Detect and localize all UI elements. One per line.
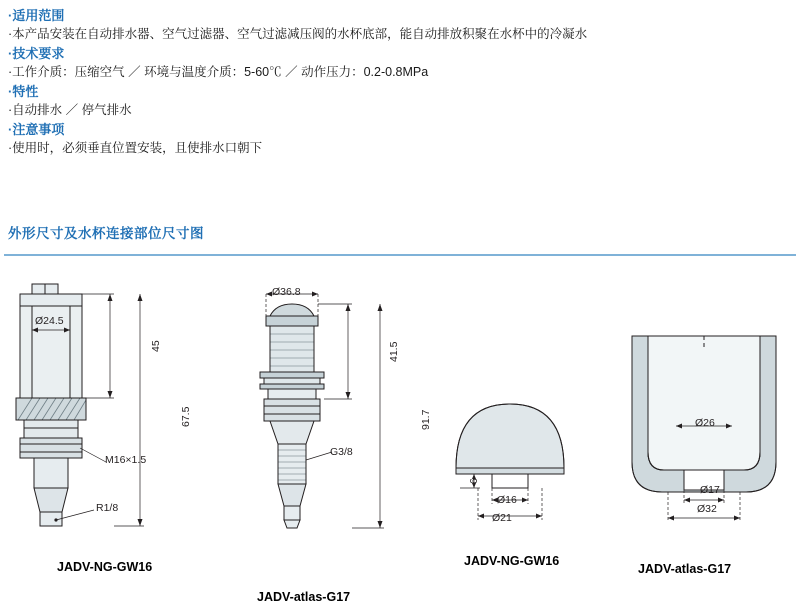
dim-height-67-5: 67.5 — [180, 406, 192, 427]
dim-diameter-24-5: Ø24.5 — [35, 315, 64, 327]
dim-height-91-7: 91.7 — [420, 409, 432, 430]
dim-thread-m16: M16×1.5 — [105, 454, 147, 466]
dimension-drawings-area — [0, 262, 800, 612]
spec-text-features: ·自动排水 ／ 停气排水 — [8, 103, 132, 117]
spec-heading-notes: ·注意事项 — [8, 122, 65, 137]
dim-diameter-32: Ø32 — [697, 503, 717, 515]
dim-diameter-26: Ø26 — [695, 417, 715, 429]
drawing-jadv-atlas-g17-full — [240, 280, 430, 580]
caption-jadv-atlas-g17-seat: JADV-atlas-G17 — [638, 562, 732, 576]
section-divider — [4, 254, 796, 256]
spec-text-scope: ·本产品安装在自动排水器、空气过滤器、空气过滤减压阀的水杯底部，能自动排放积聚在水杯中的冷凝水 — [8, 27, 588, 41]
spec-heading-scope: ·适用范围 — [8, 8, 65, 23]
drawing-jadv-ng-gw16-seat — [440, 382, 590, 532]
dim-height-6: 6 — [468, 478, 480, 484]
caption-jadv-ng-gw16-seat: JADV-NG-GW16 — [464, 554, 560, 568]
specification-text-block — [8, 6, 788, 158]
dim-height-45: 45 — [150, 340, 162, 352]
dim-diameter-17: Ø17 — [700, 484, 720, 496]
spec-text-notes: ·使用时，必须垂直位置安装，且使排水口朝下 — [8, 141, 263, 155]
dim-thread-g38: G3/8 — [330, 446, 353, 458]
section-title-dimensions: 外形尺寸及水杯连接部位尺寸图 — [8, 226, 204, 241]
spec-heading-features: ·特性 — [8, 84, 39, 99]
dim-diameter-36-8: Ø36.8 — [272, 286, 301, 298]
dim-diameter-21: Ø21 — [492, 512, 512, 524]
spec-text-technical: ·工作介质：压缩空气 ／ 环境与温度介质：5-60℃ ／ 动作压力：0.2-0.8MPa — [8, 65, 429, 79]
dim-thread-r18: R1/8 — [96, 502, 119, 514]
spec-heading-technical: ·技术要求 — [8, 46, 65, 61]
dim-height-41-5: 41.5 — [388, 341, 400, 362]
caption-jadv-ng-gw16-full: JADV-NG-GW16 — [57, 560, 153, 574]
dim-diameter-16: Ø16 — [497, 494, 517, 506]
caption-jadv-atlas-g17-full: JADV-atlas-G17 — [257, 590, 351, 604]
